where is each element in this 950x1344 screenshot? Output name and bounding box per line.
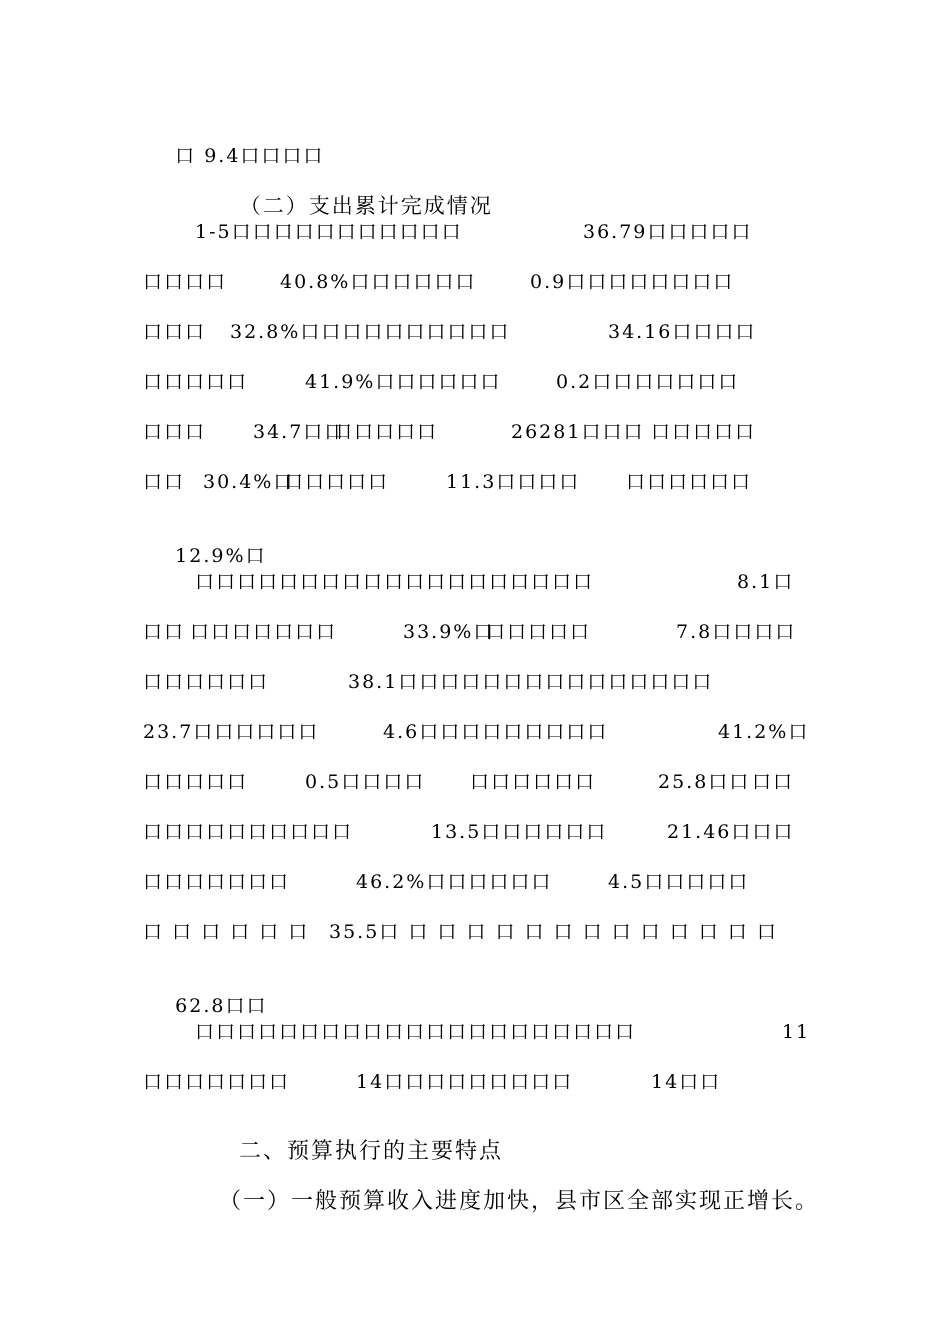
text-segment: 口口: [143, 621, 186, 643]
text-segment: 21.46口口口: [667, 821, 795, 843]
text-segment: 口口口口口口口口口口: [143, 821, 354, 843]
text-segment: 36.79口口口口口: [583, 221, 753, 243]
text-segment: 口口口口口: [486, 621, 592, 643]
text-segment: 口口口口口口口口口口口口口口口口口口口: [195, 571, 595, 593]
line-text: 62.8口口: [175, 995, 268, 1017]
text-segment: 38.1口口口口口口口口口口口口口口口: [348, 671, 714, 693]
text-segment: 7.8口口口口: [676, 621, 797, 643]
text-segment: 口口口口口口: [626, 471, 753, 493]
text-segment: 23.7口口口口口口: [143, 721, 320, 743]
text-segment: 口口口口: [143, 271, 228, 293]
text-segment: 口口: [752, 771, 795, 793]
text-segment: 14口口口口口口口口口: [356, 1071, 574, 1093]
text-segment: 41.2%口: [718, 721, 810, 743]
text-segment: 35.5口 口 口 口 口 口 口 口 口 口 口 口 口 口: [329, 921, 778, 943]
text-segment: 口口口口口口: [470, 771, 597, 793]
line-text: 12.9%口: [175, 545, 267, 567]
text-segment: 30.4%口: [203, 471, 295, 493]
text-segment: 13.5口口口口口口: [431, 821, 608, 843]
text-segment: 0.9口口口口口口口口: [530, 271, 735, 293]
text-segment: 口口口口口: [284, 471, 390, 493]
text-segment: 口口口口口口: [143, 671, 270, 693]
text-segment: 口口口口口口口口口口口口口口口口口口口口口: [195, 1021, 637, 1043]
text-segment: 口口口: [143, 421, 207, 443]
text-segment: 14口口: [651, 1071, 722, 1093]
text-segment: 口口口: [143, 321, 207, 343]
text-segment: 32.8%口口口口口口口口口口: [230, 321, 511, 343]
text-segment: 口口口口口口口: [143, 1071, 291, 1093]
text-segment: 0.5口口口口: [305, 771, 426, 793]
text-segment: 40.8%口口口口口口: [280, 271, 477, 293]
text-segment: 11.3口口口口: [446, 471, 581, 493]
text-segment: 口口口口口: [651, 421, 757, 443]
text-segment: 8.1口: [737, 571, 795, 593]
text-segment: 33.9%口: [403, 621, 495, 643]
text-segment: 口口口口口口口: [143, 871, 291, 893]
text-segment: 口 口 口 口 口 口: [143, 921, 310, 943]
text-segment: 4.5口口口口口: [608, 871, 750, 893]
subheading-text: （二）支出累计完成情况: [239, 194, 493, 218]
text-segment: 口口口口口: [143, 771, 249, 793]
text-segment: 1-5口口口口口口口口口口口: [195, 221, 463, 243]
text-segment: 口口口口口: [143, 371, 249, 393]
text-segment: 口口口口口口口: [190, 621, 338, 643]
text-segment: 0.2口口口口口口口: [556, 371, 740, 393]
line-text: 口 9.4口口口口: [175, 145, 325, 167]
text-segment: 25.8口口: [658, 771, 751, 793]
text-segment: 34.16口口口口: [608, 321, 757, 343]
subheading-text: （一）一般预算收入进度加快，县市区全部实现正增长。: [218, 1189, 819, 1214]
section-subheading-revenue-progress: [183, 1166, 819, 1238]
text-segment: 34.7口口: [253, 421, 346, 443]
heading-text: 二、预算执行的主要特点: [238, 1139, 503, 1164]
text-segment: 口口: [143, 471, 186, 493]
text-segment: 46.2%口口口口口口: [356, 871, 553, 893]
text-segment: 26281口口口: [511, 421, 645, 443]
text-segment: 41.9%口口口口口口: [305, 371, 502, 393]
text-segment: 4.6口口口口口口口口口: [383, 721, 609, 743]
text-segment: 11: [782, 1021, 811, 1043]
text-segment: 口口口口口: [333, 421, 439, 443]
